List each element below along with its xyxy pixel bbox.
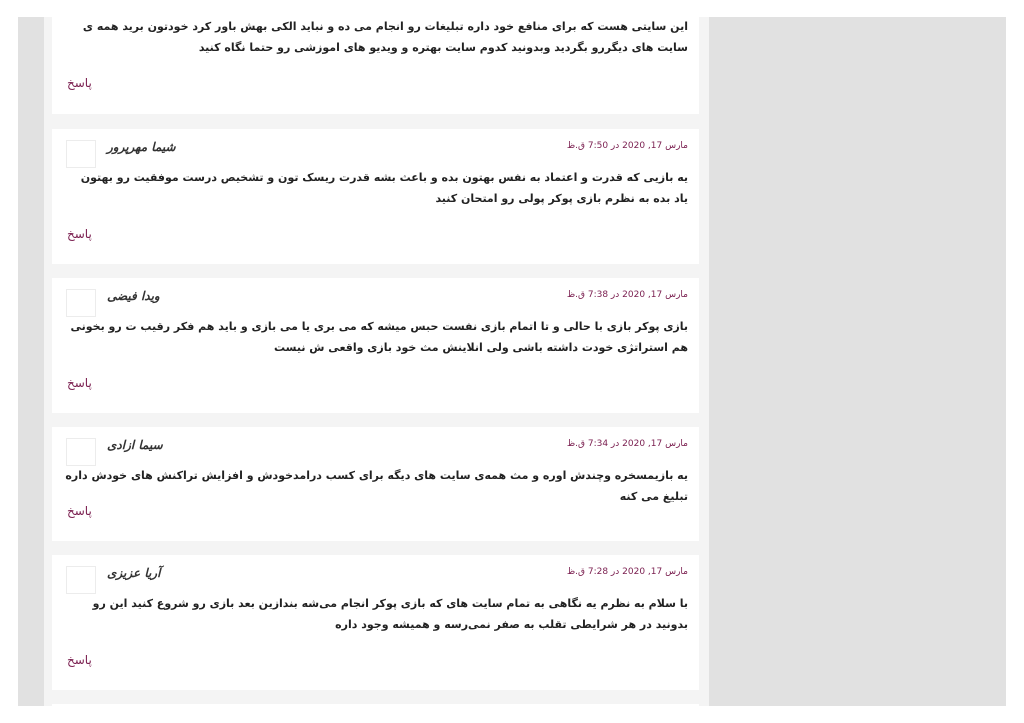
comment-card <box>52 704 699 706</box>
comment-date[interactable]: مارس 17, 2020 در 7:50 ق.ظ <box>566 141 688 151</box>
reply-link[interactable]: پاسخ <box>67 227 92 241</box>
avatar <box>66 289 96 317</box>
comments-section <box>44 17 709 706</box>
comment-card <box>52 129 699 264</box>
comment-card <box>52 427 699 541</box>
comment-card <box>52 17 699 114</box>
reply-link[interactable]: پاسخ <box>67 504 92 518</box>
comment-text: یه بازیی که قدرت و اعتماد به نفس بهتون بده و باعث بشه قدرت ریسک تون و تشخیص درست موفقیت رو بهتون یاد بده به نظرم بازی پوکر پولی رو امتحان کنید <box>80 171 688 205</box>
comment-text: این سایتی هست که برای منافع خود داره تبلیغات رو انجام می ده و نباید الکی بهش باور کرد خودتون برید همه ی سایت های دیگررو بگردید وبدونید کدوم سایت بهتره و ویدیو های اموزشی رو حتما نگاه کنید <box>82 20 688 54</box>
comment-date[interactable]: مارس 17, 2020 در 7:34 ق.ظ <box>566 439 688 449</box>
comment-card <box>52 555 699 690</box>
avatar <box>66 438 96 466</box>
comment-card <box>52 278 699 413</box>
comment-date[interactable]: مارس 17, 2020 در 7:38 ق.ظ <box>566 290 688 300</box>
reply-link[interactable]: پاسخ <box>67 376 92 390</box>
comment-text: یه بازیمسخره وچندش اوره و مث همه‌ی سایت های دیگه برای کسب درامدخودش و افزایش تراکنش های خودش داره تبلیغ می کنه <box>65 469 688 503</box>
comment-author[interactable]: سیما ازادی <box>107 438 163 452</box>
comment-author[interactable]: ویدا فیضی <box>107 289 160 303</box>
avatar <box>66 140 96 168</box>
comment-text: با سلام به نظرم یه نگاهی به تمام سایت های که بازی پوکر انجام می‌شه بندازین بعد بازی رو شروع کنید این رو بدونید در هر شرایطی تقلب به صفر نمی‌رسه و همیشه وجود داره <box>92 597 688 631</box>
comment-text: بازی پوکر بازی با حالی و تا اتمام بازی نفست حبس میشه که می بری یا می بازی و باید هم فکر رقیب ت رو بخونی هم استراتژی خودت داشته باشی ولی انلاینش مث خود بازی واقعی ش نیست <box>70 320 688 354</box>
right-sidebar <box>709 17 1006 706</box>
reply-link[interactable]: پاسخ <box>67 76 92 90</box>
reply-link[interactable]: پاسخ <box>67 653 92 667</box>
comment-author[interactable]: آریا عزیزی <box>107 566 161 580</box>
comment-date[interactable]: مارس 17, 2020 در 7:28 ق.ظ <box>566 567 688 577</box>
left-margin <box>18 17 44 706</box>
comment-author[interactable]: شیما مهرپرور <box>107 140 176 154</box>
avatar <box>66 566 96 594</box>
